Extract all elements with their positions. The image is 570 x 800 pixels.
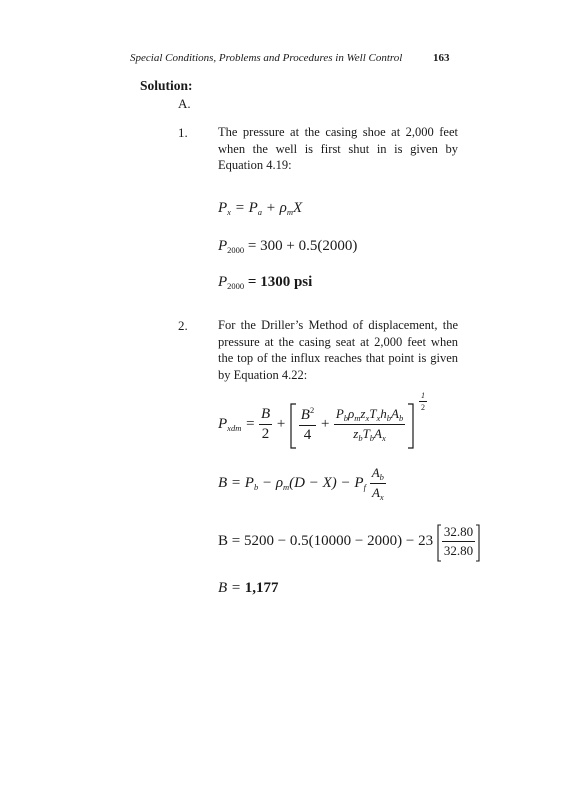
equation-b-result: B = 1,177 bbox=[218, 580, 279, 596]
solution-heading: Solution: bbox=[140, 78, 193, 93]
left-bracket-icon bbox=[437, 524, 442, 562]
item-number-2: 2. bbox=[178, 318, 188, 333]
eq5-bracket bbox=[437, 524, 480, 559]
equation-pressure-substituted: $P_{2000} = 300 + 0.5(2000)$ bbox=[218, 238, 358, 255]
item-number-1: 1. bbox=[178, 125, 188, 140]
equation-b-definition: $B = P_b - \rho_m(D - X) - P_f$ $\frac{A_b}{A_x}$ bbox=[218, 465, 384, 502]
eq1-rhs: = 300 + 0.5(2000) bbox=[247, 238, 358, 254]
equation-pressure-general: $P_x = P_a + \rho_mX$ bbox=[218, 200, 303, 217]
eq5-frac-den: 32.80 bbox=[443, 543, 474, 558]
eq2-subscript: 2000 bbox=[227, 281, 245, 291]
eq6-result: 1,177 bbox=[244, 580, 279, 596]
equation-b-substituted bbox=[218, 524, 480, 559]
exponent-half: $\frac{1}{2}$ bbox=[420, 391, 425, 412]
left-bracket-icon bbox=[290, 403, 297, 449]
running-title: Special Conditions, Problems and Procedures in Well Control bbox=[130, 52, 403, 64]
equation-pressure-result: $P_{2000} = 1300$ psi bbox=[218, 274, 313, 291]
page-number: 163 bbox=[433, 52, 450, 64]
item-text-1: The pressure at the casing shoe at 2,000 feet when the well is first shut in is given by Equation 4.19: bbox=[218, 125, 458, 173]
right-bracket-icon bbox=[475, 524, 480, 562]
right-bracket-icon bbox=[407, 403, 414, 449]
part-label: A. bbox=[178, 96, 191, 111]
equation-driller-method: $P_{xdm}$ = $\frac{B}{2}$ + $\frac{B^2}{4}$ + $\frac{P_b\rho_mz_xT_xh_bA_b}{z_bT_bA_x}$ $\frac{1}{2}$ bbox=[218, 405, 427, 444]
eq5-frac-num: 32.80 bbox=[443, 524, 474, 539]
bracket-expression: $\frac{B^2}{4}$ + $\frac{P_b\rho_mz_xT_xh_bA_b}{z_bT_bA_x}$ bbox=[290, 405, 414, 444]
eq1-subscript: 2000 bbox=[227, 245, 245, 255]
item-text-2: For the Driller’s Method of displacement, the pressure at the casing seat at 2,000 feet when the top of the influx reaches that point is given by Equation 4.22: bbox=[218, 318, 458, 382]
eq2-result: = 1300 psi bbox=[247, 274, 313, 290]
eq5-line: B = 5200 − 0.5(10000 − 2000) − 23 bbox=[218, 533, 434, 549]
